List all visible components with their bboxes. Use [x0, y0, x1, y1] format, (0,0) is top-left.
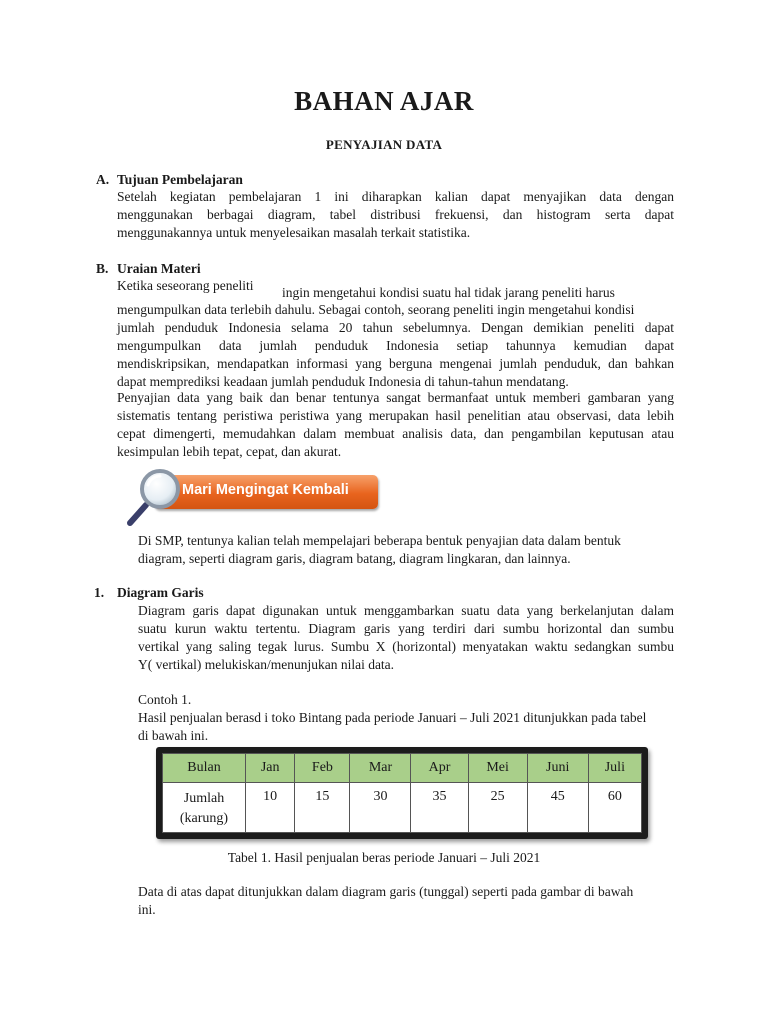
text-line: Data di atas dapat ditunjukkan dalam diagram garis (tunggal) seperti pada gambar di bawah [138, 884, 634, 899]
text-line: ini. [138, 902, 156, 917]
text-line: cepat dimengerti, memudahkan dalam membuat analisis data, dan pengambilan keputusan atau [117, 426, 674, 441]
text-line: di bawah ini. [138, 728, 209, 743]
text-line: dapat memprediksi keadaan jumlah penduduk Indonesia di tahun-tahun mendatang. [117, 374, 569, 389]
text-line: mendiskripsikan, mendapatkan informasi yang berguna mengenai jumlah penduduk, dan bahkan [117, 356, 674, 371]
example-text [138, 709, 678, 745]
text-line: jumlah penduduk Indonesia selama 20 tahun sebelumnya. Dengan demikian peneliti dapat [117, 320, 674, 335]
table-header-cell: Apr [411, 754, 468, 783]
sales-table-frame [156, 747, 648, 839]
text-line: Hasil penjualan berasd i toko Bintang pada periode Januari – Juli 2021 ditunjukkan pada tabel [138, 710, 647, 725]
section-1-body [138, 602, 674, 674]
text-line: Setelah kegiatan pembelajaran 1 ini diharapkan kalian dapat menyajikan data dengan [117, 189, 674, 204]
closing-text [138, 883, 678, 919]
magnifier-icon [124, 467, 194, 529]
text-line: mengumpulkan data jumlah penduduk Indonesia setiap tahunnya kemudian dapat [117, 338, 674, 353]
section-a-body [117, 188, 674, 242]
section-b-para2 [117, 389, 674, 461]
table-cell: 10 [246, 783, 295, 833]
table-row [163, 783, 642, 833]
table-header-cell: Mar [350, 754, 411, 783]
section-b-title: Uraian Materi [117, 261, 201, 276]
text-line: diagram, seperti diagram garis, diagram batang, diagram lingkaran, dan lainnya. [138, 551, 571, 566]
text-line: Y( vertikal) melukiskan/menunjukan nilai data. [138, 657, 395, 672]
table-header-cell: Jan [246, 754, 295, 783]
table-header-cell: Bulan [163, 754, 246, 783]
text-line: vertikal yang saling tegak lurus. Sumbu X (horizontal) menyatakan waktu sedangkan sumbu [138, 639, 674, 654]
section-1-title: Diagram Garis [117, 585, 204, 600]
text-line: Di SMP, tentunya kalian telah mempelajari beberapa bentuk penyajian data dalam bentuk [138, 533, 621, 548]
example-label: Contoh 1. [138, 692, 192, 707]
banner-label: Mari Mengingat Kembali [182, 482, 349, 498]
table-header-cell: Juli [588, 754, 641, 783]
table-header-cell: Juni [527, 754, 588, 783]
table-cell: 35 [411, 783, 468, 833]
section-a-number: A. [96, 172, 110, 187]
section-b-intro-start: Ketika seseorang peneliti [117, 278, 254, 293]
table-header-cell: Feb [295, 754, 350, 783]
table-caption: Tabel 1. Hasil penjualan beras periode Januari – Juli 2021 [227, 850, 541, 865]
page-subtitle: PENYAJIAN DATA [325, 137, 443, 152]
table-row-label [163, 783, 246, 833]
page-title: BAHAN AJAR [294, 86, 474, 116]
text-line: suatu kurun waktu tertentu. Diagram garis yang terdiri dari sumbu horizontal dan sumbu [138, 621, 674, 636]
section-a-title: Tujuan Pembelajaran [117, 172, 243, 187]
text-line: mengumpulkan data terlebih dahulu. Sebagai contoh, seorang peneliti ingin mengetahui kondisi [117, 302, 635, 317]
section-1-number: 1. [94, 585, 105, 600]
recall-banner [124, 467, 386, 529]
sales-table [162, 753, 642, 833]
text-line: menggunakan berbagai diagram, tabel distribusi frekuensi, dan histogram serta dapat [117, 207, 674, 222]
text-line: menggunakannya untuk menyelesaikan masalah terkait statistika. [117, 225, 471, 240]
table-cell: 15 [295, 783, 350, 833]
section-b-intro-cont: ingin mengetahui kondisi suatu hal tidak jarang peneliti harus [282, 285, 615, 300]
recall-text [138, 532, 678, 568]
section-b-para1 [117, 301, 674, 391]
table-cell: 45 [527, 783, 588, 833]
table-header-row [163, 754, 642, 783]
table-header-cell: Mei [468, 754, 527, 783]
text-line: sistematis tentang peristiwa peristiwa yang merupakan hasil penelitian atau observasi, data lebih [117, 408, 674, 423]
table-cell: 60 [588, 783, 641, 833]
text-line: Diagram garis dapat digunakan untuk menggambarkan suatu data yang berkelanjutan dalam [138, 603, 674, 618]
row-label-line: (karung) [179, 811, 229, 826]
row-label-line: Jumlah [183, 791, 225, 806]
table-cell: 25 [468, 783, 527, 833]
table-cell: 30 [350, 783, 411, 833]
text-line: kesimpulan lebih tepat, cepat, dan akurat. [117, 444, 342, 459]
text-line: Penyajian data yang baik dan benar tentunya sangat bermanfaat untuk memberi gambaran yang [117, 390, 674, 405]
section-b-number: B. [96, 261, 109, 276]
